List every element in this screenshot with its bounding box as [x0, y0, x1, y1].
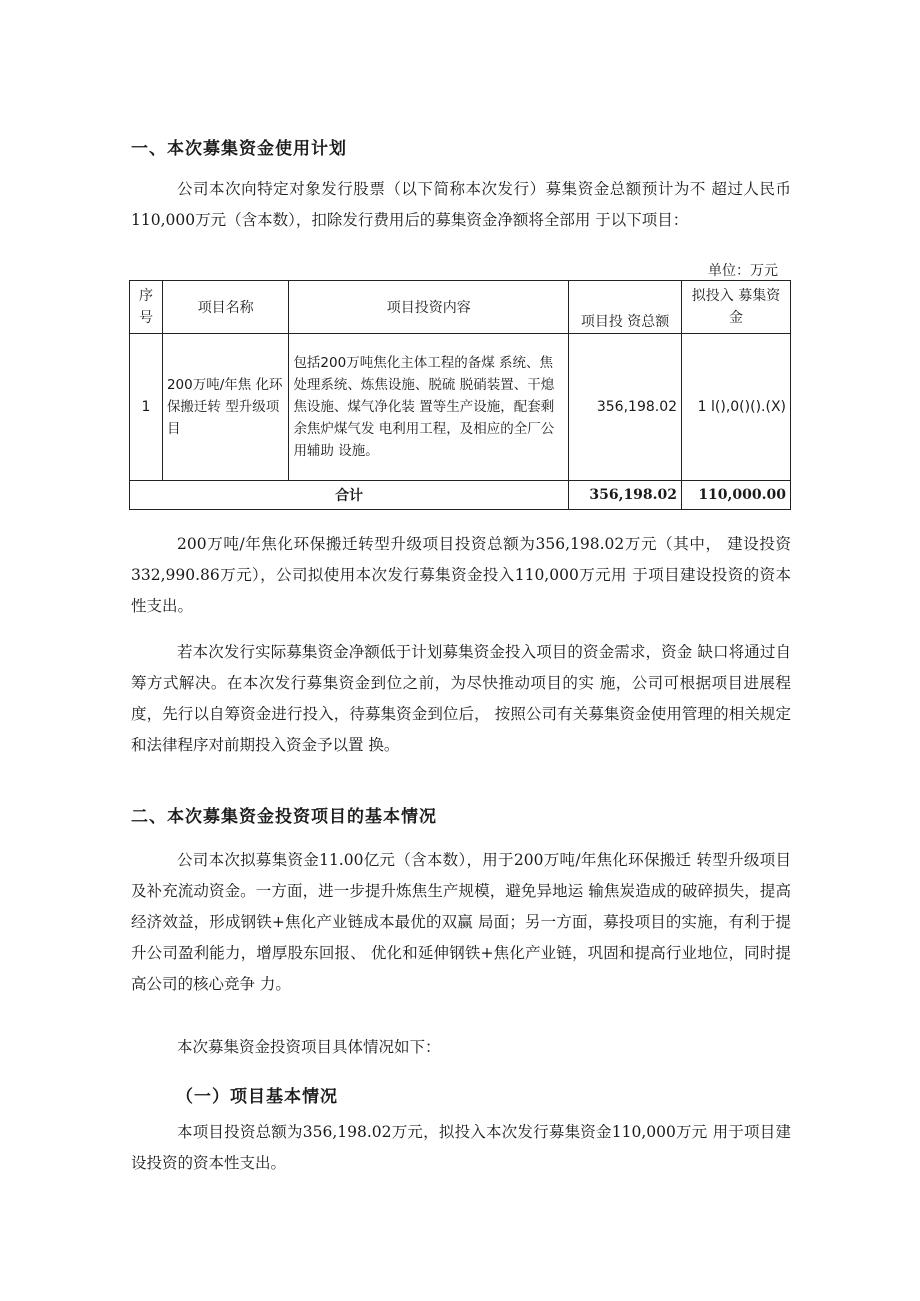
- table-header-row: [130, 281, 791, 334]
- details-intro-paragraph: 本次募集资金投资项目具体情况如下：: [177, 1038, 441, 1056]
- funding-gap-paragraph: 若本次发行实际募集资金净额低于计划募集资金投入项目的资金需求，资金 缺口将通过自筹方式解决。在本次发行募集资金到位之前，为尽快推动项目的实 施，公司可根据项目进展程度，先行以自筹资金进行投入，待募集资金到位后， 按照公司有关募集资金使用管理的相关规定和法律程序对前期投入资金予以置 换。: [131, 643, 791, 754]
- section-2-heading: 二、本次募集资金投资项目的基本情况: [131, 807, 437, 827]
- subsection-1-heading: （一）项目基本情况: [176, 1087, 338, 1107]
- unit-label: 单位：万元: [708, 263, 778, 279]
- header-seq: 序号: [130, 281, 163, 334]
- row-project-name: 200万吨/年焦 化环保搬迁转 型升级项目: [162, 334, 289, 481]
- row-project-content: 包括200万吨焦化主体工程的备煤 系统、焦处理系统、炼焦设施、脱硫 脱硝装置、干熄焦设施、煤气净化装 置等生产设施，配套剩余焦炉煤气发 电利用工程，及相应的全厂公用辅助 设施。: [289, 334, 569, 481]
- header-raised-funds: 拟投入 募集资金: [682, 281, 791, 334]
- header-project-content: 项目投资内容: [289, 281, 569, 334]
- header-total-investment: 项目投 资总额: [569, 281, 682, 334]
- sum-label: 合计: [130, 481, 569, 510]
- fund-usage-table: [129, 280, 791, 510]
- sum-raised-funds: 110,000.00: [682, 481, 791, 510]
- section-1-heading: 一、本次募集资金使用计划: [131, 139, 347, 159]
- row-total-investment: 356,198.02: [569, 334, 682, 481]
- table-row: [130, 334, 791, 481]
- basic-info-paragraph: 本项目投资总额为356,198.02万元，拟投入本次发行募集资金110,000万元 用于项目建设投资的资本性支出。: [131, 1123, 791, 1172]
- row-raised-funds: 1 l(),0()().(X): [682, 334, 791, 481]
- intro-paragraph: 公司本次向特定对象发行股票（以下简称本次发行）募集资金总额预计为不 超过人民币110,000万元（含本数），扣除发行费用后的募集资金净额将全部用 于以下项目：: [131, 180, 791, 229]
- row-seq: 1: [130, 334, 163, 481]
- table-sum-row: [130, 481, 791, 510]
- project-overview-paragraph: 公司本次拟募集资金11.00亿元（含本数），用于200万吨/年焦化环保搬迁 转型升级项目及补充流动资金。一方面，进一步提升炼焦生产规模，避免异地运 输焦炭造成的破碎损失，提高经济效益，形成钢铁+焦化产业链成本最优的双赢 局面；另一方面，募投项目的实施，有利于提升公司盈利能力，增厚股东回报、 优化和延伸钢铁+焦化产业链，巩固和提高行业地位，同时提高公司的核心竞争 力。: [131, 851, 791, 993]
- header-project-name: 项目名称: [162, 281, 289, 334]
- project-investment-paragraph: 200万吨/年焦化环保搬迁转型升级项目投资总额为356,198.02万元（其中， 建设投资332,990.86万元），公司拟使用本次发行募集资金投入110,000万元用 于项目建设投资的资本性支出。: [131, 535, 791, 615]
- sum-total-investment: 356,198.02: [569, 481, 682, 510]
